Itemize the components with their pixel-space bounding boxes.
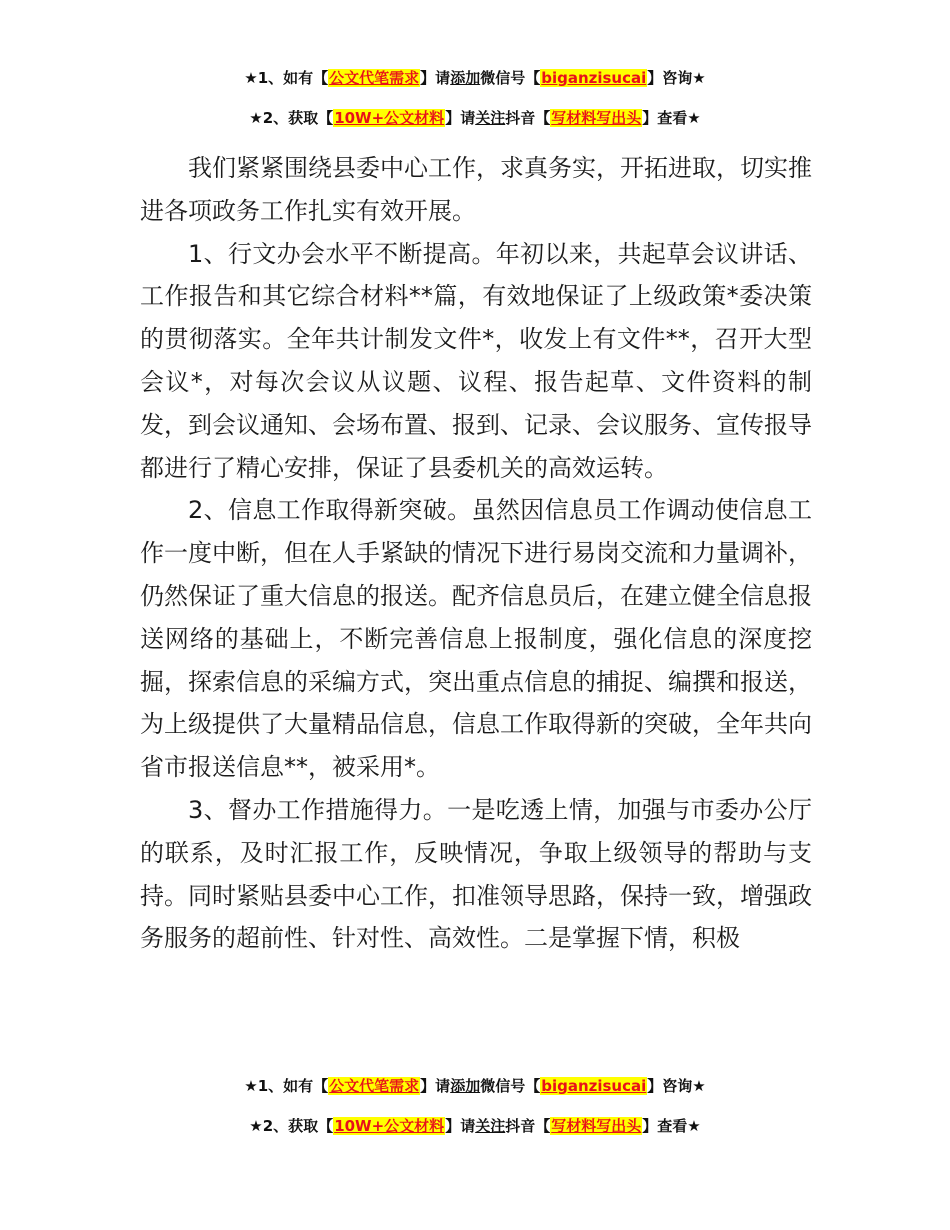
underlined-add: 添加 bbox=[450, 1077, 481, 1095]
banner-text: ★2、获取【 bbox=[249, 109, 334, 127]
banner-text: 】请 bbox=[420, 1077, 451, 1095]
footer-banner-line-1 bbox=[0, 1075, 950, 1097]
paragraph-intro: 我们紧紧围绕县委中心工作，求真务实，开拓进取，切实推进各项政务工作扎实有效开展。 bbox=[140, 154, 812, 225]
header-banner-line-2 bbox=[0, 107, 950, 129]
paragraph-2: 2、信息工作取得新突破。虽然因信息员工作调动使信息工作一度中断，但在人手紧缺的情况下进行易岗交流和力量调补，仍然保证了重大信息的报送。配齐信息员后，在建立健全信息报送网络的基础上，不断完善信息上报制度，强化信息的深度挖掘，探索信息的采编方式，突出重点信息的捕捉、编撰和报送，为上级提供了大量精品信息，信息工作取得新的突破，全年共向省市报送信息**，被采用*。 bbox=[140, 496, 812, 782]
banner-text: ★1、如有【 bbox=[244, 1077, 329, 1095]
header-banner-line-1 bbox=[0, 67, 950, 89]
banner-text: 抖音【 bbox=[505, 1117, 551, 1135]
paragraph-3: 3、督办工作措施得力。一是吃透上情，加强与市委办公厅的联系，及时汇报工作，反映情况，争取上级领导的帮助与支持。同时紧贴县委中心工作，扣准领导思路，保持一致，增强政务服务的超前性、针对性、高效性。二是掌握下情，积极 bbox=[140, 795, 812, 953]
highlight-douyin-id: 写材料写出头 bbox=[551, 109, 642, 127]
banner-text: ★2、获取【 bbox=[249, 1117, 334, 1135]
banner-text: 】咨询★ bbox=[647, 69, 706, 87]
banner-text: ★1、如有【 bbox=[244, 69, 329, 87]
highlight-wechat-id: biganzisucai bbox=[541, 1077, 647, 1095]
banner-text: 】查看★ bbox=[642, 109, 701, 127]
highlight-materials: 10W+公文材料 bbox=[334, 109, 445, 127]
highlight-materials: 10W+公文材料 bbox=[334, 1117, 445, 1135]
banner-text: 】请 bbox=[445, 1117, 476, 1135]
document-body bbox=[140, 147, 812, 960]
underlined-follow: 关注 bbox=[475, 109, 506, 127]
banner-text: 】请 bbox=[445, 109, 476, 127]
banner-text: 】查看★ bbox=[642, 1117, 701, 1135]
underlined-follow: 关注 bbox=[475, 1117, 506, 1135]
paragraph-1: 1、行文办会水平不断提高。年初以来，共起草会议讲话、工作报告和其它综合材料**篇，有效地保证了上级政策*委决策的贯彻落实。全年共计制发文件*，收发上有文件**，召开大型会议*，对每次会议从议题、议程、报告起草、文件资料的制发，到会议通知、会场布置、报到、记录、会议服务、宣传报导都进行了精心安排，保证了县委机关的高效运转。 bbox=[140, 239, 812, 482]
highlight-ghostwriting: 公文代笔需求 bbox=[329, 1077, 420, 1095]
highlight-wechat-id: biganzisucai bbox=[541, 69, 647, 87]
banner-text: 】咨询★ bbox=[647, 1077, 706, 1095]
banner-text: 微信号【 bbox=[480, 1077, 541, 1095]
highlight-douyin-id: 写材料写出头 bbox=[551, 1117, 642, 1135]
banner-text: 抖音【 bbox=[505, 109, 551, 127]
underlined-add: 添加 bbox=[450, 69, 481, 87]
highlight-ghostwriting: 公文代笔需求 bbox=[329, 69, 420, 87]
footer-banner-line-2 bbox=[0, 1115, 950, 1137]
banner-text: 微信号【 bbox=[480, 69, 541, 87]
banner-text: 】请 bbox=[420, 69, 451, 87]
